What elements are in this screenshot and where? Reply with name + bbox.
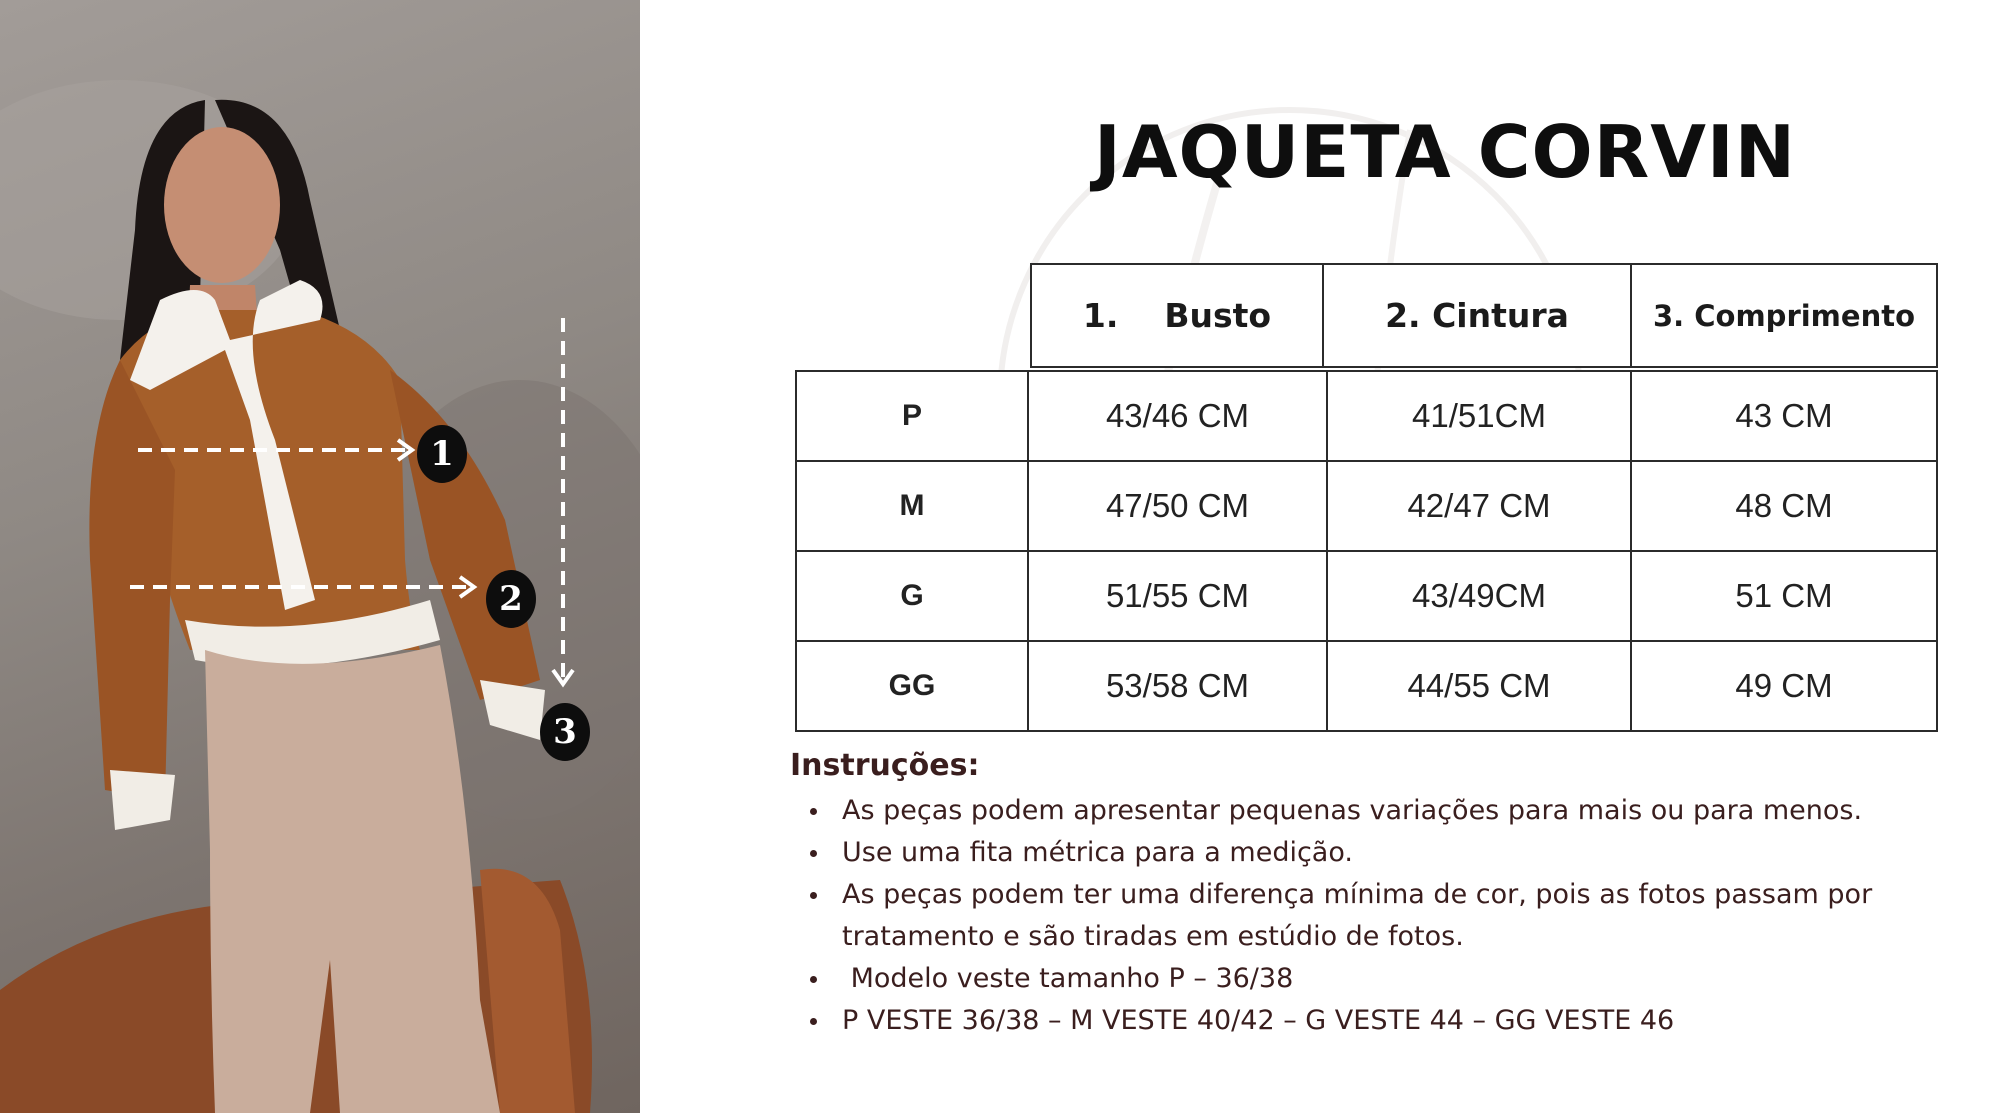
header-cintura: 2. Cintura xyxy=(1322,263,1632,368)
cintura-cell-p: 41/51CM xyxy=(1326,370,1632,462)
instructions-title: Instruções: xyxy=(790,748,980,783)
instruction-item: P VESTE 36/38 – M VESTE 40/42 – G VESTE 44 – GG VESTE 46 xyxy=(790,1000,1940,1042)
page-title: JAQUETA CORVIN xyxy=(1094,110,1796,194)
comprimento-cell-m: 48 CM xyxy=(1630,460,1938,552)
measure-marker-1: 1 xyxy=(417,425,467,483)
cintura-cell-gg: 44/55 CM xyxy=(1326,640,1632,732)
busto-cell-p: 43/46 CM xyxy=(1027,370,1328,462)
header-comprimento: 3. Comprimento xyxy=(1630,263,1938,368)
instruction-item: Modelo veste tamanho P – 36/38 xyxy=(790,958,1940,1000)
size-cell-p: P xyxy=(795,370,1029,462)
busto-cell-gg: 53/58 CM xyxy=(1027,640,1328,732)
model-photo xyxy=(0,0,640,1113)
measure-marker-3: 3 xyxy=(540,703,590,761)
comprimento-cell-p: 43 CM xyxy=(1630,370,1938,462)
instruction-item: Use uma fita métrica para a medição. xyxy=(790,832,1940,874)
instruction-item: As peças podem apresentar pequenas variações para mais ou para menos. xyxy=(790,790,1940,832)
measure-marker-2: 2 xyxy=(486,570,536,628)
comprimento-cell-g: 51 CM xyxy=(1630,550,1938,642)
cintura-cell-m: 42/47 CM xyxy=(1326,460,1632,552)
cintura-cell-g: 43/49CM xyxy=(1326,550,1632,642)
instructions-list xyxy=(790,790,1940,1042)
busto-cell-m: 47/50 CM xyxy=(1027,460,1328,552)
model-illustration xyxy=(0,0,640,1113)
instruction-item: As peças podem ter uma diferença mínima de cor, pois as fotos passam por tratamento e são tiradas em estúdio de fotos. xyxy=(790,874,1940,958)
header-busto: 1. Busto xyxy=(1030,263,1324,368)
size-cell-g: G xyxy=(795,550,1029,642)
comprimento-cell-gg: 49 CM xyxy=(1630,640,1938,732)
size-cell-gg: GG xyxy=(795,640,1029,732)
size-cell-m: M xyxy=(795,460,1029,552)
busto-cell-g: 51/55 CM xyxy=(1027,550,1328,642)
